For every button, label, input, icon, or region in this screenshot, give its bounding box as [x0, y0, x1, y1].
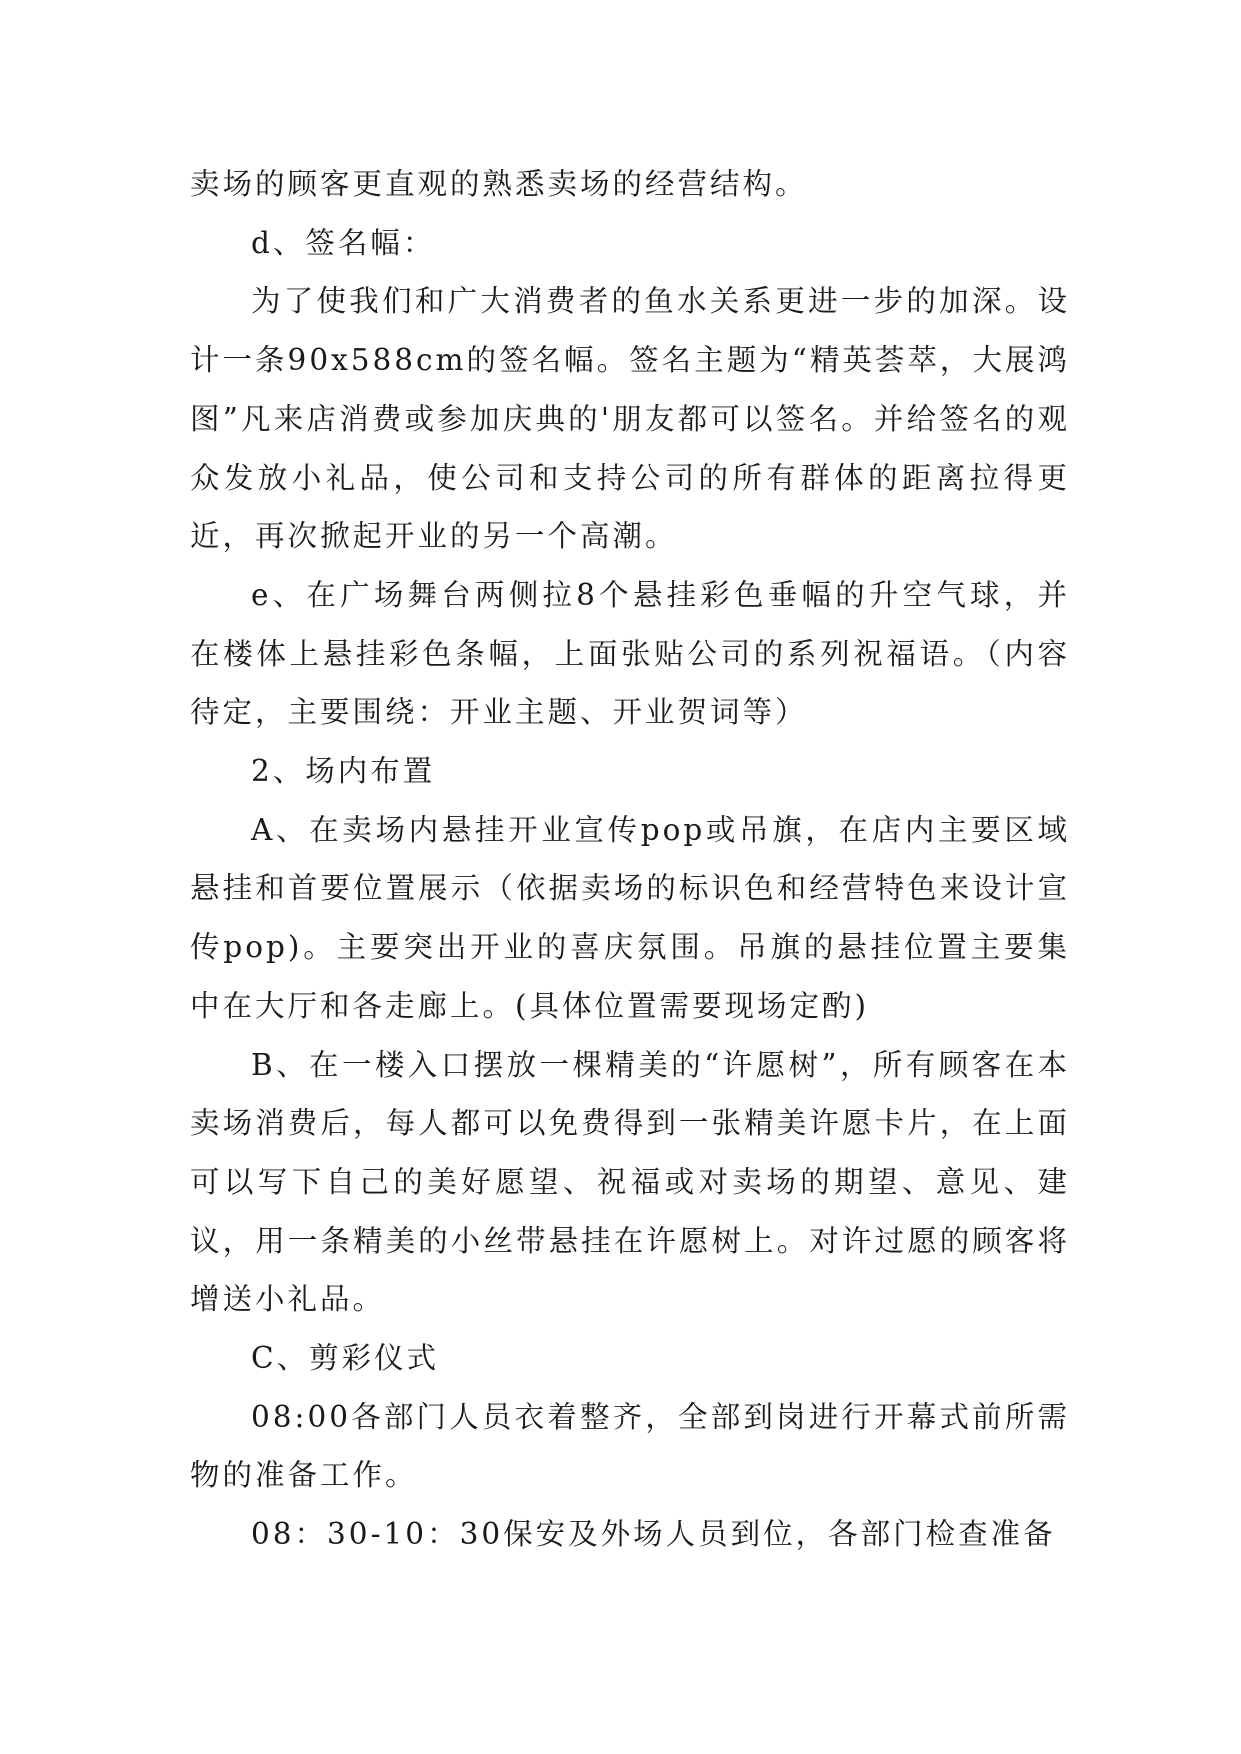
paragraph-schedule-0800: 08:00各部门人员衣着整齐，全部到岗进行开幕式前所需物的准备工作。: [190, 1399, 1070, 1493]
paragraph-signature-banner: 为了使我们和广大消费者的鱼水关系更进一步的加深。设计一条90x588cm的签名幅。签名主题为“精英荟萃，大展鸿图”凡来店消费或参加庆典的'朋友都可以签名。并给签名的观众发放小礼品，使公司和支持公司的所有群体的距离拉得更近，再次掀起开业的另一个高潮。: [190, 284, 1070, 554]
paragraph-item-e: e、在广场舞台两侧拉8个悬挂彩色垂幅的升空气球，并在楼体上悬挂彩色条幅，上面张贴公司的系列祝福语。（内容待定，主要围绕：开业主题、开业贺词等）: [190, 577, 1070, 730]
paragraph-item-a: A、在卖场内悬挂开业宣传pop或吊旗，在店内主要区域悬挂和首要位置展示（依据卖场的标识色和经营特色来设计宣传pop)。主要突出开业的喜庆氛围。吊旗的悬挂位置主要集中在大厅和各走廊上。(具体位置需要现场定酌): [190, 812, 1070, 1023]
paragraph-item-c-heading: C、剪彩仪式: [251, 1341, 440, 1376]
document-body: [190, 155, 1070, 1564]
paragraph-item-d-heading: d、签名幅：: [251, 225, 436, 260]
paragraph-schedule-0830: 08：30-10：30保安及外场人员到位，各部门检查准备: [251, 1517, 1056, 1552]
paragraph-item-b: B、在一楼入口摆放一棵精美的“许愿树”，所有顾客在本卖场消费后，每人都可以免费得到一张精美许愿卡片，在上面可以写下自己的美好愿望、祝福或对卖场的期望、意见、建议，用一条精美的小丝带悬挂在许愿树上。对许过愿的顾客将增送小礼品。: [190, 1047, 1070, 1317]
section-heading-indoor-layout: 2、场内布置: [251, 754, 436, 789]
paragraph-continuation: 卖场的顾客更直观的熟悉卖场的经营结构。: [190, 167, 808, 201]
